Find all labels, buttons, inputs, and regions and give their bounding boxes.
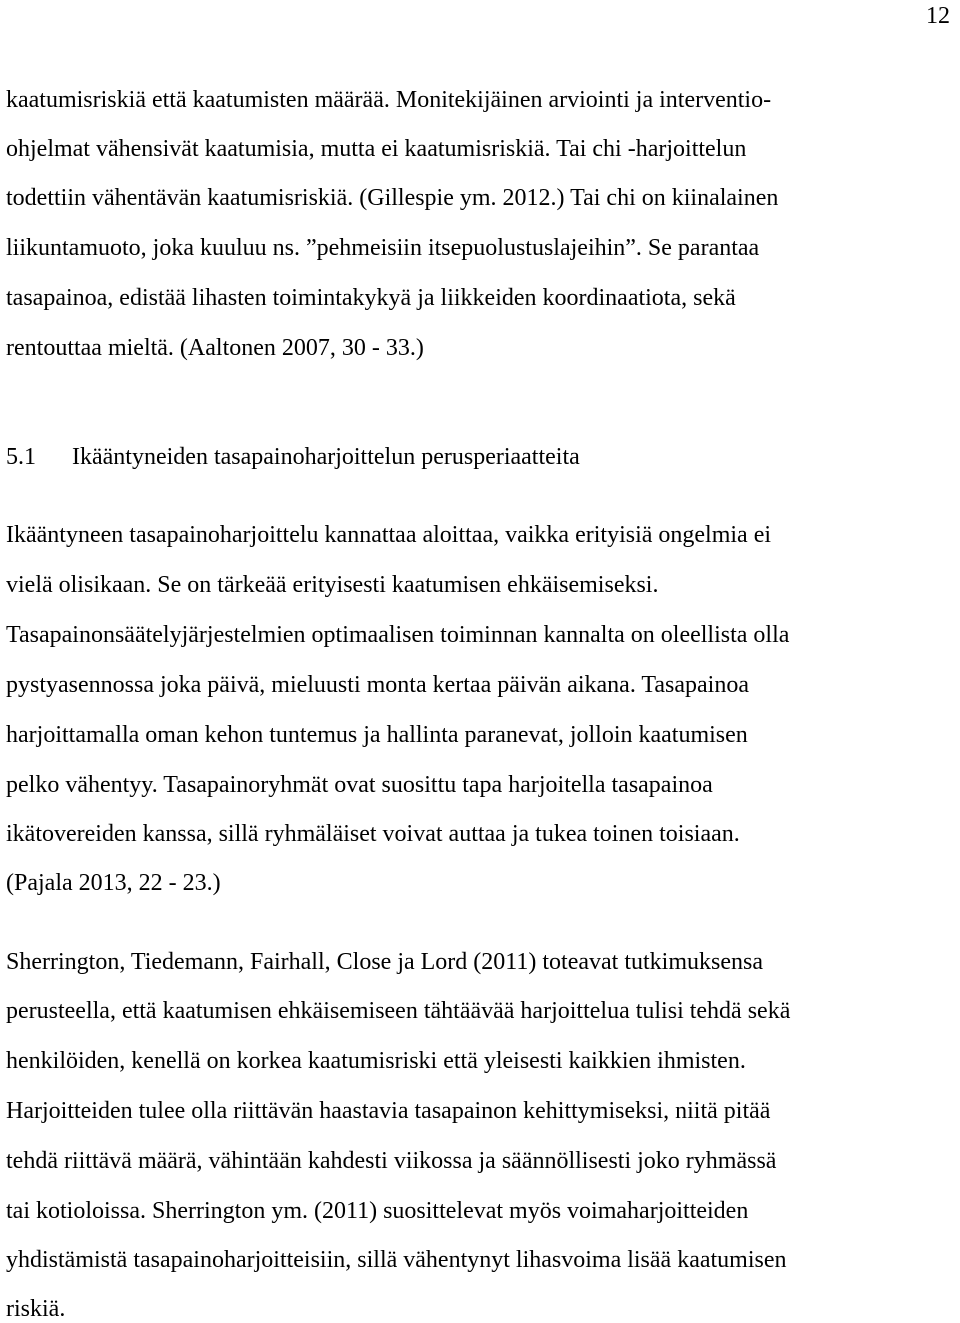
paragraph-line: tehdä riittävä määrä, vähintään kahdesti viikossa ja säännöllisesti joko ryhmässä bbox=[6, 1148, 777, 1174]
section-number: 5.1 bbox=[6, 444, 36, 470]
paragraph-line: yhdistämistä tasapainoharjoitteisiin, sillä vähentynyt lihasvoima lisää kaatumisen bbox=[6, 1247, 787, 1273]
paragraph-line: (Pajala 2013, 22 - 23.) bbox=[6, 870, 221, 896]
paragraph-line: vielä olisikaan. Se on tärkeää erityisesti kaatumisen ehkäisemiseksi. bbox=[6, 572, 659, 598]
paragraph-line: harjoittamalla oman kehon tuntemus ja hallinta paranevat, jolloin kaatumisen bbox=[6, 722, 748, 748]
paragraph-line: ohjelmat vähensivät kaatumisia, mutta ei kaatumisriskiä. Tai chi -harjoittelun bbox=[6, 136, 747, 162]
paragraph-line: henkilöiden, kenellä on korkea kaatumisriski että yleisesti kaikkien ihmisten. bbox=[6, 1048, 746, 1074]
paragraph-line: liikuntamuoto, joka kuuluu ns. ”pehmeisiin itsepuolustuslajeihin”. Se parantaa bbox=[6, 235, 760, 261]
paragraph-line: riskiä. bbox=[6, 1296, 66, 1322]
paragraph-line: pystyasennossa joka päivä, mieluusti monta kertaa päivän aikana. Tasapainoa bbox=[6, 672, 749, 698]
paragraph-line: Ikääntyneen tasapainoharjoittelu kannattaa aloittaa, vaikka erityisiä ongelmia ei bbox=[6, 522, 772, 548]
paragraph-line: tai kotioloissa. Sherrington ym. (2011) suosittelevat myös voimaharjoitteiden bbox=[6, 1198, 749, 1224]
paragraph-line: Harjoitteiden tulee olla riittävän haastavia tasapainon kehittymiseksi, niitä pitää bbox=[6, 1098, 771, 1124]
paragraph-line: tasapainoa, edistää lihasten toimintakykyä ja liikkeiden koordinaatiota, sekä bbox=[6, 285, 736, 311]
paragraph-line: todettiin vähentävän kaatumisriskiä. (Gillespie ym. 2012.) Tai chi on kiinalainen bbox=[6, 185, 779, 211]
paragraph-line: perusteella, että kaatumisen ehkäisemiseen tähtäävää harjoittelua tulisi tehdä sekä bbox=[6, 998, 791, 1024]
paragraph-line: kaatumisriskiä että kaatumisten määrää. Monitekijäinen arviointi ja interventio- bbox=[6, 87, 772, 113]
paragraph-line: ikätovereiden kanssa, sillä ryhmäläiset voivat auttaa ja tukea toinen toisiaan. bbox=[6, 821, 740, 847]
paragraph-line: Tasapainonsäätelyjärjestelmien optimaalisen toiminnan kannalta on oleellista olla bbox=[6, 622, 790, 648]
page-number: 12 bbox=[926, 3, 950, 29]
paragraph-line: pelko vähentyy. Tasapainoryhmät ovat suosittu tapa harjoitella tasapainoa bbox=[6, 772, 713, 798]
paragraph-line: Sherrington, Tiedemann, Fairhall, Close ja Lord (2011) toteavat tutkimuksensa bbox=[6, 949, 763, 975]
paragraph-line: rentouttaa mieltä. (Aaltonen 2007, 30 - 33.) bbox=[6, 335, 424, 361]
section-heading: Ikääntyneiden tasapainoharjoittelun perusperiaatteita bbox=[72, 444, 580, 470]
